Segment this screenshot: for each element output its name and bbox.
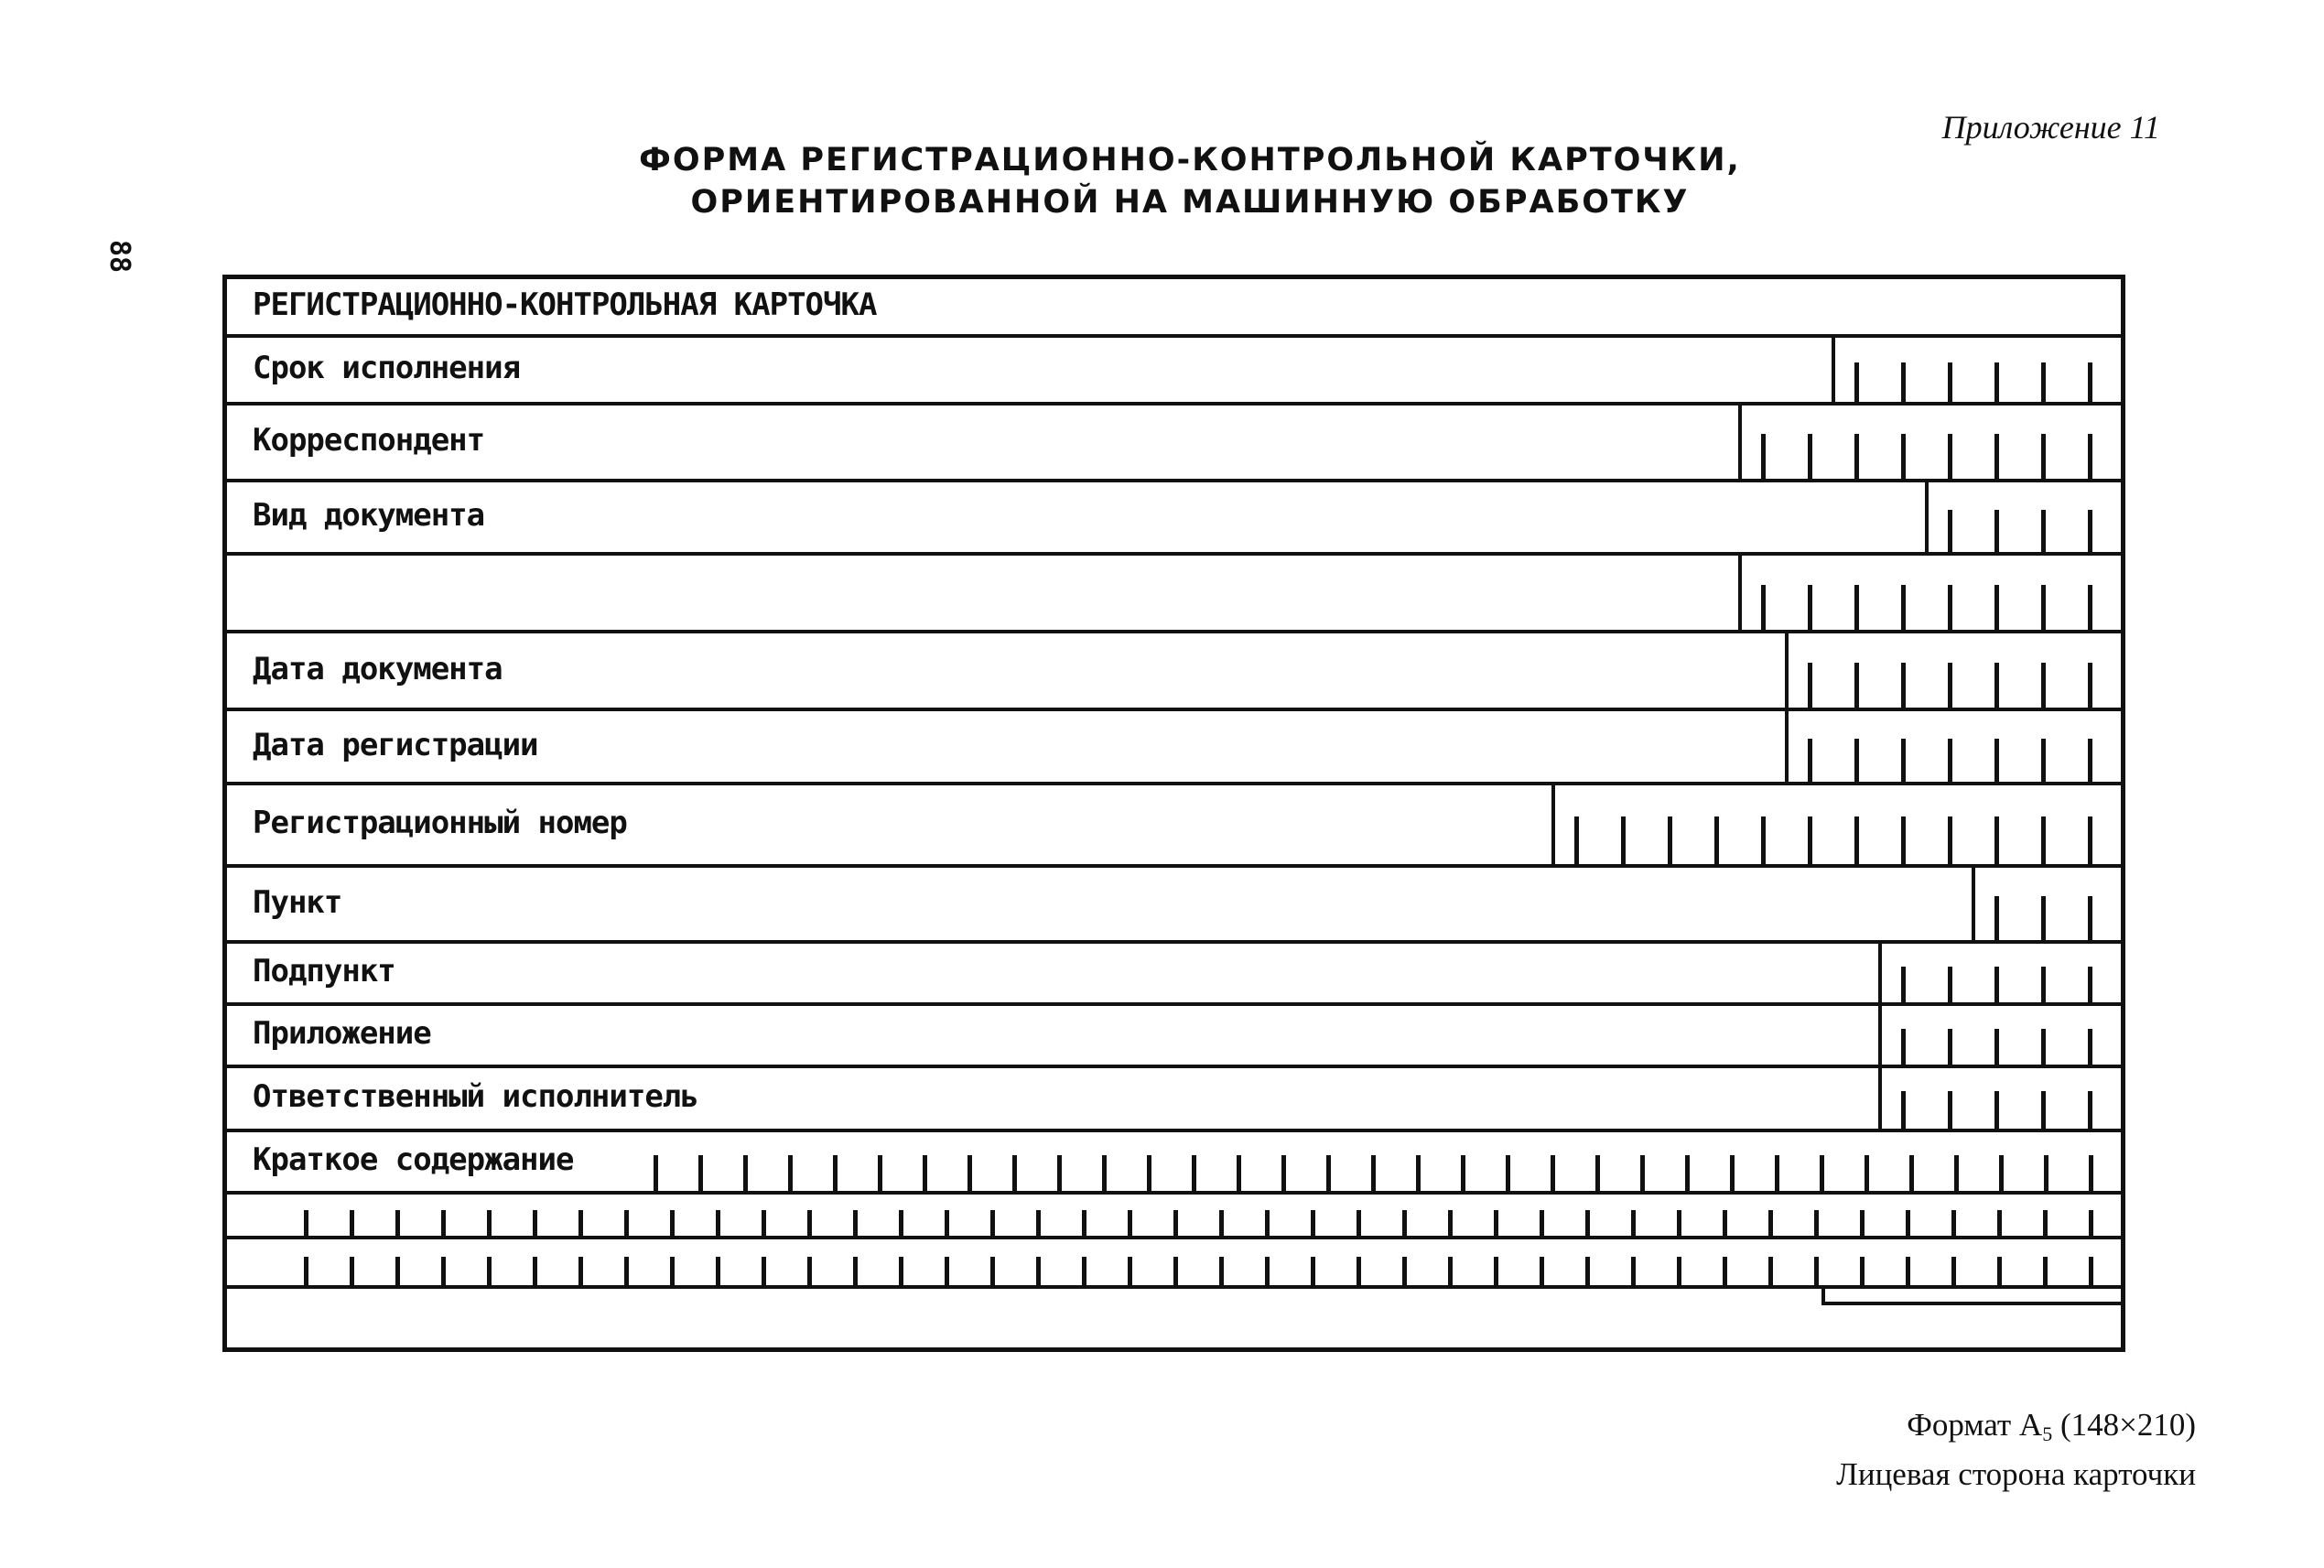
cell-tick	[1994, 1029, 1999, 1065]
row-label: Ответственный исполнитель	[253, 1078, 698, 1115]
field-start-line	[1785, 711, 1789, 785]
cell-tick	[945, 1210, 949, 1236]
cell-tick	[1265, 1257, 1270, 1285]
cell-tick	[1994, 663, 1999, 708]
cell-tick	[624, 1210, 629, 1236]
field-start-line	[1878, 1068, 1882, 1132]
row-label: Пункт	[253, 884, 342, 921]
cell-tick	[1311, 1210, 1315, 1236]
cell-tick	[1326, 1155, 1331, 1191]
cell-tick	[1540, 1257, 1544, 1285]
cell-tick	[899, 1257, 903, 1285]
cell-tick	[2088, 510, 2092, 552]
field-start-line	[1925, 482, 1929, 556]
cell-tick	[624, 1257, 629, 1285]
cell-tick	[1775, 1155, 1779, 1191]
cell-tick	[716, 1210, 720, 1236]
cell-tick	[1219, 1210, 1224, 1236]
bottom-right-bracket	[1821, 1289, 2121, 1305]
cell-tick	[1192, 1155, 1196, 1191]
cell-tick	[1901, 967, 1906, 1002]
cell-tick	[1865, 1155, 1869, 1191]
card-row-bottom[interactable]	[227, 1289, 2121, 1347]
cell-tick	[533, 1257, 537, 1285]
card-row-registration-date[interactable]	[227, 711, 2121, 785]
card-row-header	[227, 279, 2121, 338]
cell-tick	[2089, 1155, 2093, 1191]
cell-tick	[1808, 739, 1812, 782]
field-start-line	[1878, 944, 1882, 1006]
cell-tick	[1621, 816, 1626, 864]
cell-tick	[1808, 434, 1812, 479]
cell-tick	[1173, 1210, 1178, 1236]
cell-tick	[1461, 1155, 1465, 1191]
cell-tick	[762, 1257, 766, 1285]
cell-tick	[1808, 585, 1812, 630]
cell-tick	[1854, 585, 1859, 630]
cell-tick	[1948, 510, 1952, 552]
cell-tick	[1948, 663, 1952, 708]
cell-tick	[1854, 816, 1859, 864]
cell-tick	[2041, 967, 2046, 1002]
cell-tick	[1723, 1257, 1727, 1285]
field-start-line	[1738, 406, 1742, 482]
cell-tick	[1994, 585, 1999, 630]
row-label: Дата регистрации	[253, 727, 538, 763]
cell-tick	[1640, 1155, 1645, 1191]
cell-tick	[1685, 1155, 1690, 1191]
form-title	[549, 139, 1831, 223]
cell-tick	[1948, 585, 1952, 630]
cell-tick	[1173, 1257, 1178, 1285]
cell-tick	[1237, 1155, 1241, 1191]
cell-tick	[2041, 585, 2046, 630]
cell-tick	[487, 1210, 492, 1236]
field-start-line	[1972, 868, 1975, 944]
cell-tick	[1595, 1155, 1600, 1191]
card-row-correspondent[interactable]	[227, 406, 2121, 482]
row-label: Корреспондент	[253, 422, 485, 459]
row-label: Регистрационный номер	[253, 805, 627, 841]
cell-tick	[1761, 816, 1766, 864]
cell-tick	[1357, 1257, 1361, 1285]
cell-tick	[1854, 663, 1859, 708]
cell-tick	[304, 1210, 308, 1236]
cell-tick	[1128, 1210, 1132, 1236]
card-row-document-type[interactable]	[227, 482, 2121, 556]
cell-tick	[441, 1210, 446, 1236]
field-start-line	[1551, 785, 1555, 868]
card-row-registration-number[interactable]	[227, 785, 2121, 868]
cell-tick	[1551, 1155, 1555, 1191]
card-row-item[interactable]	[227, 868, 2121, 944]
cell-tick	[1994, 434, 1999, 479]
cell-tick	[1951, 1210, 1956, 1236]
cell-tick	[1128, 1257, 1132, 1285]
cell-tick	[1012, 1155, 1017, 1191]
cell-tick	[1219, 1257, 1224, 1285]
cell-tick	[1416, 1155, 1421, 1191]
cell-tick	[2041, 1029, 2046, 1065]
cell-tick	[853, 1257, 858, 1285]
cell-tick	[2043, 1257, 2048, 1285]
cell-tick	[1036, 1210, 1041, 1236]
cell-tick	[2041, 510, 2046, 552]
cell-tick	[1994, 362, 1999, 402]
cell-tick	[2041, 1091, 2046, 1129]
cell-tick	[1402, 1210, 1407, 1236]
format-subscript: 5	[2042, 1422, 2053, 1445]
cell-tick	[1371, 1155, 1376, 1191]
cell-tick	[1948, 1091, 1952, 1129]
cell-tick	[1448, 1257, 1453, 1285]
cell-tick	[2043, 1210, 2048, 1236]
cell-tick	[2041, 816, 2046, 864]
cell-tick	[1901, 434, 1906, 479]
cell-tick	[1901, 739, 1906, 782]
cell-tick	[1761, 585, 1766, 630]
cell-tick	[1036, 1257, 1041, 1285]
cell-tick	[967, 1155, 972, 1191]
card-row-attachment[interactable]	[227, 1006, 2121, 1068]
cell-tick	[1854, 362, 1859, 402]
cell-tick	[2041, 434, 2046, 479]
cell-tick	[1677, 1257, 1681, 1285]
card-row-responsible-executor[interactable]	[227, 1068, 2121, 1132]
cell-tick	[1540, 1210, 1544, 1236]
cell-tick	[1506, 1155, 1510, 1191]
cell-tick	[395, 1210, 400, 1236]
cell-tick	[1901, 1029, 1906, 1065]
cell-tick	[1585, 1257, 1590, 1285]
cell-tick	[2044, 1155, 2048, 1191]
card-row-summary-continued[interactable]	[227, 1195, 2121, 1239]
format-line	[1836, 1405, 2196, 1454]
cell-tick	[1954, 1155, 1959, 1191]
cell-tick	[1951, 1257, 1956, 1285]
row-label: Дата документа	[253, 651, 503, 687]
cell-tick	[1994, 816, 1999, 864]
cell-tick	[1147, 1155, 1151, 1191]
registration-card	[222, 275, 2125, 1352]
cell-tick	[1494, 1210, 1498, 1236]
cell-tick	[990, 1210, 995, 1236]
cell-tick	[1808, 663, 1812, 708]
card-row-unlabeled[interactable]	[227, 556, 2121, 633]
cell-tick	[762, 1210, 766, 1236]
cell-tick	[1311, 1257, 1315, 1285]
cell-tick	[1768, 1210, 1773, 1236]
cell-tick	[1860, 1257, 1865, 1285]
card-row-due-date[interactable]	[227, 338, 2121, 406]
cell-tick	[1994, 967, 1999, 1002]
cell-tick	[1730, 1155, 1735, 1191]
cell-tick	[807, 1257, 812, 1285]
cell-tick	[1082, 1257, 1086, 1285]
cell-tick	[2088, 1029, 2092, 1065]
cell-tick	[578, 1257, 583, 1285]
cell-tick	[1901, 362, 1906, 402]
cell-tick	[304, 1257, 308, 1285]
cell-tick	[2089, 1257, 2093, 1285]
cell-tick	[743, 1155, 748, 1191]
cell-tick	[833, 1155, 838, 1191]
cell-tick	[2041, 896, 2046, 940]
cell-tick	[1906, 1257, 1910, 1285]
cell-tick	[1057, 1155, 1062, 1191]
cell-tick	[350, 1210, 354, 1236]
cell-tick	[2088, 896, 2092, 940]
field-start-line	[1738, 556, 1742, 633]
cell-tick	[1102, 1155, 1107, 1191]
cell-tick	[1901, 816, 1906, 864]
cell-tick	[670, 1257, 675, 1285]
format-size: (148×210)	[2059, 1407, 2196, 1443]
field-start-line	[1785, 633, 1789, 711]
cell-tick	[670, 1210, 675, 1236]
cell-tick	[1994, 1091, 1999, 1129]
field-start-line	[1832, 338, 1835, 406]
cell-tick	[1901, 663, 1906, 708]
cell-tick	[578, 1210, 583, 1236]
cell-tick	[1909, 1155, 1914, 1191]
cell-tick	[923, 1155, 927, 1191]
row-label: Краткое содержание	[253, 1141, 574, 1178]
cell-tick	[1820, 1155, 1824, 1191]
cell-tick	[533, 1210, 537, 1236]
card-row-subitem[interactable]	[227, 944, 2121, 1006]
cell-tick	[2088, 362, 2092, 402]
cell-tick	[1808, 816, 1812, 864]
cell-tick	[487, 1257, 492, 1285]
cell-tick	[1997, 1210, 2002, 1236]
card-row-summary-continued[interactable]	[227, 1239, 2121, 1289]
card-side-label: Лицевая сторона карточки	[1836, 1456, 2196, 1492]
appendix-label: Приложение 11	[1941, 109, 2160, 146]
cell-tick	[1948, 739, 1952, 782]
cell-tick	[1574, 816, 1579, 864]
card-footer	[1836, 1405, 2196, 1495]
cell-tick	[2088, 663, 2092, 708]
cell-tick	[2089, 1210, 2093, 1236]
cell-tick	[1677, 1210, 1681, 1236]
cell-tick	[1265, 1210, 1270, 1236]
cell-tick	[1714, 816, 1719, 864]
row-label: Подпункт	[253, 953, 395, 989]
cell-tick	[2041, 362, 2046, 402]
cell-tick	[716, 1257, 720, 1285]
cell-tick	[1948, 967, 1952, 1002]
page-number: 88	[103, 240, 135, 274]
cell-tick	[1668, 816, 1672, 864]
cell-tick	[441, 1257, 446, 1285]
cell-tick	[1994, 510, 1999, 552]
cell-tick	[1814, 1257, 1819, 1285]
cell-tick	[1631, 1210, 1636, 1236]
cell-tick	[807, 1210, 812, 1236]
cell-tick	[1723, 1210, 1727, 1236]
cell-tick	[2041, 663, 2046, 708]
format-prefix: Формат А	[1907, 1407, 2043, 1443]
cell-tick	[1854, 434, 1859, 479]
cell-tick	[395, 1257, 400, 1285]
cell-tick	[1585, 1210, 1590, 1236]
cell-tick	[899, 1210, 903, 1236]
cell-tick	[1948, 816, 1952, 864]
card-row-document-date[interactable]	[227, 633, 2121, 711]
cell-tick	[1860, 1210, 1865, 1236]
cell-tick	[1814, 1210, 1819, 1236]
cell-tick	[1761, 434, 1766, 479]
row-label: Вид документа	[253, 497, 485, 534]
cell-tick	[2041, 739, 2046, 782]
cell-tick	[1948, 1029, 1952, 1065]
row-label: Приложение	[253, 1015, 431, 1052]
cell-tick	[878, 1155, 882, 1191]
cell-tick	[1994, 739, 1999, 782]
cell-tick	[1854, 739, 1859, 782]
cell-tick	[1948, 362, 1952, 402]
cell-tick	[1948, 434, 1952, 479]
cell-tick	[2088, 967, 2092, 1002]
row-label: Срок исполнения	[253, 350, 521, 386]
cell-tick	[1631, 1257, 1636, 1285]
cell-tick	[788, 1155, 793, 1191]
form-title-line-2: ОРИЕНТИРОВАННОЙ НА МАШИННУЮ ОБРАБОТКУ	[690, 184, 1690, 221]
cell-tick	[1999, 1155, 2004, 1191]
cell-tick	[1768, 1257, 1773, 1285]
cell-tick	[945, 1257, 949, 1285]
cell-tick	[1901, 1091, 1906, 1129]
cell-tick	[1906, 1210, 1910, 1236]
cell-tick	[1402, 1257, 1407, 1285]
cell-tick	[1357, 1210, 1361, 1236]
cell-tick	[1082, 1210, 1086, 1236]
cell-tick	[2088, 434, 2092, 479]
cell-tick	[2088, 816, 2092, 864]
cell-tick	[1494, 1257, 1498, 1285]
field-start-line	[1878, 1006, 1882, 1068]
row-label: РЕГИСТРАЦИОННО-КОНТРОЛЬНАЯ КАРТОЧКА	[253, 287, 877, 323]
cell-tick	[698, 1155, 703, 1191]
cell-tick	[1901, 585, 1906, 630]
cell-tick	[853, 1210, 858, 1236]
cell-tick	[1448, 1210, 1453, 1236]
cell-tick	[654, 1155, 658, 1191]
cell-tick	[2088, 585, 2092, 630]
card-row-summary[interactable]	[227, 1132, 2121, 1195]
cell-tick	[2088, 739, 2092, 782]
cell-tick	[1281, 1155, 1286, 1191]
cell-tick	[990, 1257, 995, 1285]
cell-tick	[1997, 1257, 2002, 1285]
cell-tick	[350, 1257, 354, 1285]
form-title-line-1: ФОРМА РЕГИСТРАЦИОННО-КОНТРОЛЬНОЙ КАРТОЧКИ,	[639, 142, 1741, 178]
cell-tick	[2088, 1091, 2092, 1129]
cell-tick	[1994, 896, 1999, 940]
